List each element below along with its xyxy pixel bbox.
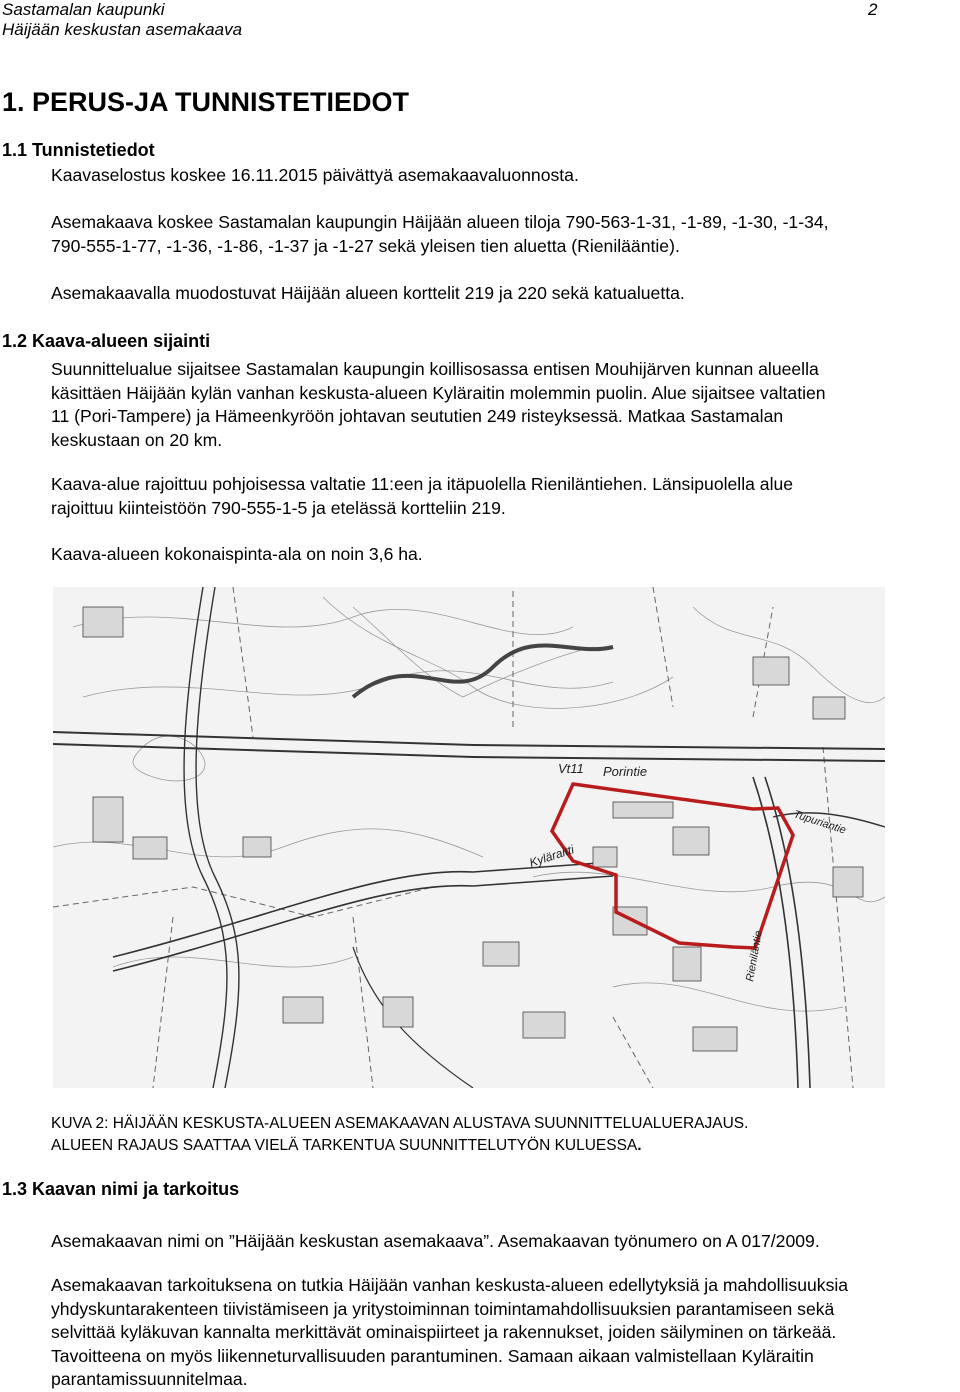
caption-line-end: . xyxy=(637,1137,642,1154)
section-1-2-heading: 1.2 Kaava-alueen sijainti xyxy=(2,331,211,351)
paragraph: Kaavaselostus koskee 16.11.2015 päivättyä asemakaavaluonnosta. xyxy=(51,165,579,185)
paragraph: Asemakaavalla muodostuvat Häijään alueen korttelit 219 ja 220 sekä katualuetta. xyxy=(51,283,685,303)
road-label-rienilantie: Rieniläntie xyxy=(744,929,765,983)
text-line: Asemakaavan tarkoituksena on tutkia Häijään vanhan keskusta-alueen edellytyksiä ja mahdollisuuksia xyxy=(51,1275,849,1295)
paragraph xyxy=(51,473,793,520)
figure-caption xyxy=(51,1113,748,1157)
paragraph xyxy=(51,211,829,258)
road-label-tupuriantie: Tupuriantie xyxy=(792,808,848,837)
text-line: 11 (Pori-Tampere) ja Hämeenkyröön johtavan seututien 249 risteyksessä. Matkaa Sastamalan xyxy=(51,406,784,426)
page-number: 2 xyxy=(868,0,878,19)
text-line: Asemakaava koskee Sastamalan kaupungin Häijään alueen tiloja 790-563-1-31, -1-89, -1-30, -1-34, xyxy=(51,212,829,232)
text-line: Kaava-alue rajoittuu pohjoisessa valtatie 11:een ja itäpuolella Rieniläntiehen. Länsipuolella alue xyxy=(51,474,794,494)
paragraph: Kaava-alueen kokonaispinta-ala on noin 3,6 ha. xyxy=(51,544,423,564)
text-line: Suunnittelualue sijaitsee Sastamalan kaupungin koillisosassa entisen Mouhijärven kunnan alueella xyxy=(51,359,819,379)
header-document-title: Häijään keskustan asemakaava xyxy=(2,20,243,39)
text-line: selvittää kyläkuvan kannalta merkittävät ominaispiirteet ja rakennukset, joiden säilyminen on tärkeää. xyxy=(51,1322,837,1342)
section-1-3-heading: 1.3 Kaavan nimi ja tarkoitus xyxy=(2,1179,240,1199)
caption-line xyxy=(51,1135,748,1157)
section-1-1-heading: 1.1 Tunnistetiedot xyxy=(2,140,155,160)
text-line: Tavoitteena on myös liikenneturvallisuuden parantuminen. Samaan aikaan valmistellaan Kyläraitin xyxy=(51,1345,814,1366)
text-line: käsittäen Häijään kylän vanhan keskusta-alueen Kyläraitin molemmin puolin. Alue sijaitsee valtatien xyxy=(51,382,826,403)
header-organization: Sastamalan kaupunki xyxy=(2,0,165,19)
paragraph: Asemakaavan nimi on ”Häijään keskustan asemakaava”. Asemakaavan työnumero on A 017/2009. xyxy=(51,1231,820,1251)
text-line: rajoittuu kiinteistöön 790-555-1-5 ja etelässä kortteliin 219. xyxy=(51,497,506,518)
text-line: 790-555-1-77, -1-36, -1-86, -1-37 ja -1-27 sekä yleisen tien aluetta (Rienilääntie). xyxy=(51,235,680,256)
paragraph xyxy=(51,358,826,452)
paragraph xyxy=(51,1274,848,1392)
caption-line: KUVA 2: HÄIJÄÄN KESKUSTA-ALUEEN ASEMAKAAVAN ALUSTAVA SUUNNITTELUALUERAJAUS. xyxy=(51,1115,749,1132)
text-line: keskustaan on 20 km. xyxy=(51,429,223,450)
text-line: parantamissuunnitelmaa. xyxy=(51,1369,248,1389)
section-1-heading: 1. PERUS-JA TUNNISTETIEDOT xyxy=(2,87,410,117)
road-label-kylaraitti: Kyläraitti xyxy=(527,842,576,870)
text-line: yhdyskuntarakenteen tiivistämiseen ja yritystoiminnan toimintamahdollisuuksien parantamiseen sekä xyxy=(51,1298,835,1319)
caption-line-text: ALUEEN RAJAUS SAATTAA VIELÄ TARKENTUA SUUNNITTELUTYÖN KULUESSA xyxy=(51,1137,638,1154)
road-label-porintie: Porintie xyxy=(603,764,648,779)
base-map xyxy=(53,587,885,1088)
road-label-vt11: Vt11 xyxy=(558,761,584,776)
